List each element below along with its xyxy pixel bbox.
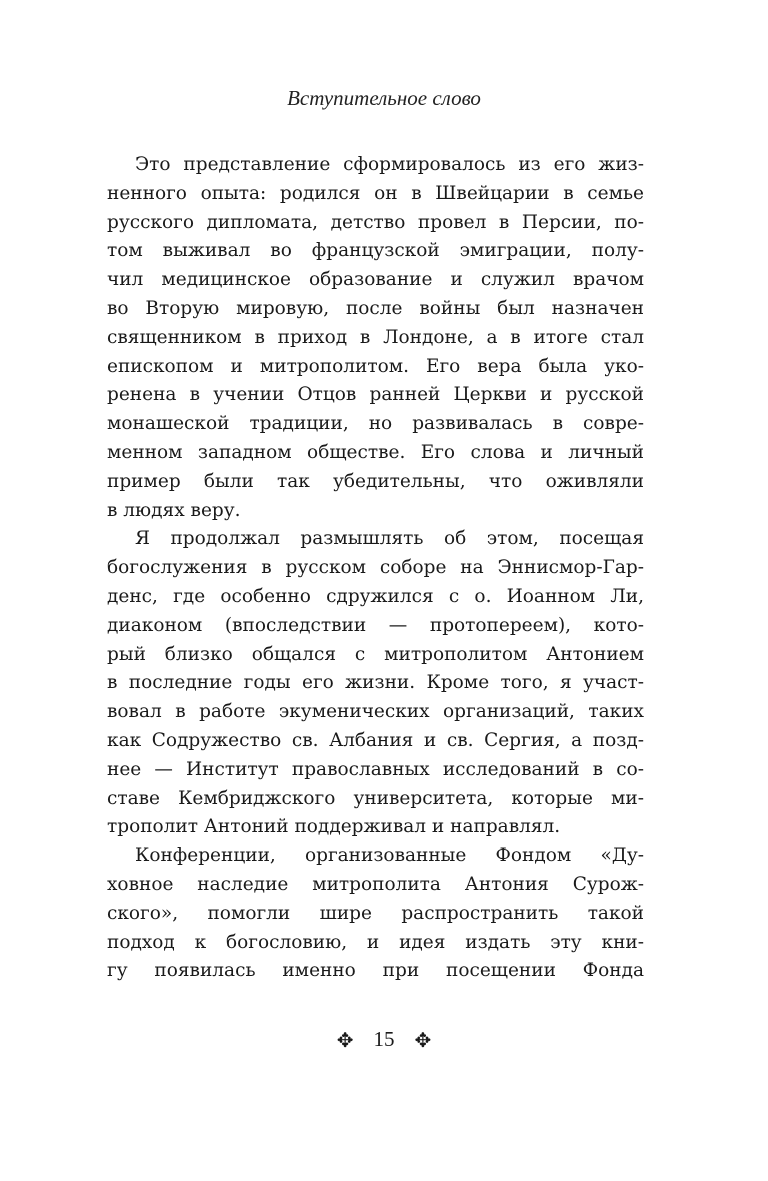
text-line: Я продолжал размышлять об этом, посещая [135, 528, 644, 550]
text-line: епископом и митрополитом. Его вера была уко- [107, 355, 644, 377]
text-line: русского дипломата, детство провел в Персии, по- [107, 211, 644, 233]
text-line: трополит Антоний поддерживал и направлял. [107, 816, 561, 838]
text-line: пример были так убедительны, что оживляли [107, 470, 644, 492]
text-line: Это представление сформировалось из его жиз- [135, 154, 644, 175]
text-line: нее — Институт православных исследований в со- [107, 758, 644, 780]
folio [0, 1029, 768, 1050]
text-line: рый близко общался с митрополитом Антонием [107, 643, 644, 665]
text-line: менном западном обществе. Его слова и личный [107, 441, 644, 463]
text-line: том выживал во французской эмиграции, полу- [107, 240, 644, 262]
text-line: подход к богословию, и идея издать эту кни- [107, 931, 644, 953]
page-number: 15 [373, 1027, 395, 1051]
text-line: в людях веру. [107, 499, 241, 521]
text-line: вовал в работе экуменических организаций, таких [107, 701, 644, 723]
ornament-right-icon: ✥ [414, 1027, 432, 1052]
body-text [107, 151, 644, 986]
text-line: диаконом (впоследствии — протопереем), кото- [107, 614, 644, 636]
ornament-left-icon: ✥ [336, 1027, 354, 1052]
text-line: в последние годы его жизни. Кроме того, я участ- [107, 672, 644, 694]
text-line: во Вторую мировую, после войны был назначен [107, 297, 644, 319]
text-line: денс, где особенно сдружился с о. Иоанном Ли, [107, 585, 644, 607]
text-line: ховное наследие митрополита Антония Сурож- [107, 873, 644, 895]
text-line: как Содружество св. Албания и св. Сергия, а позд- [107, 729, 644, 751]
text-line: ренена в учении Отцов ранней Церкви и русской [107, 384, 644, 406]
text-line: ского», помогли шире распространить такой [107, 902, 644, 924]
running-head: Вступительное слово [287, 86, 481, 110]
text-line: ставе Кембриджского университета, которые ми- [107, 787, 644, 809]
text-line: Конференции, организованные Фондом «Ду- [135, 845, 644, 867]
text-line: монашеской традиции, но развивалась в совре- [107, 413, 644, 435]
text-line: гу появилась именно при посещении Фонда [107, 960, 644, 982]
text-line: чил медицинское образование и служил врачом [107, 269, 644, 291]
text-line: богослужения в русском соборе на Эннисмор-Гар- [107, 557, 644, 579]
text-line: ненного опыта: родился он в Швейцарии в семье [107, 182, 644, 204]
text-line: священником в приход в Лондоне, а в итоге стал [107, 326, 644, 348]
